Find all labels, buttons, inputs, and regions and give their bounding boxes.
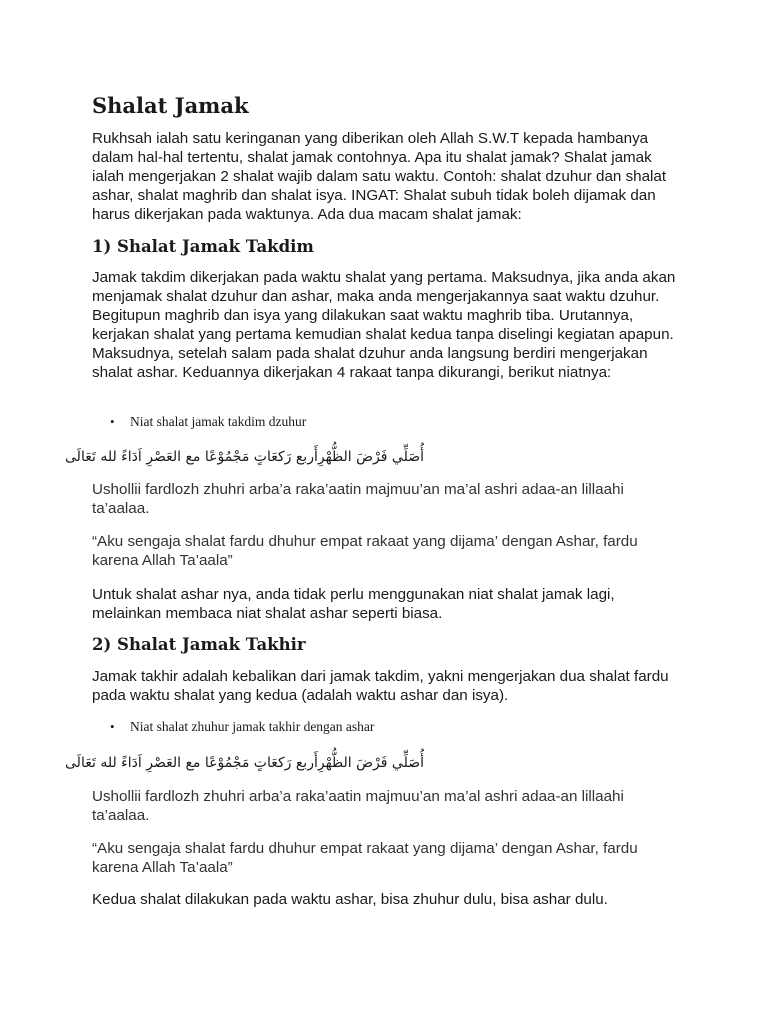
takhir-arabic-niat: أُصَلِّي فَرْضَ الظُّهْرِأَربع رَكعَاتٍ مَجْمُوْعًا مع العَصْرِ اَدَاءً لله تَعَالَى xyxy=(65,755,424,771)
takhir-closing: Kedua shalat dilakukan pada waktu ashar, bisa zhuhur dulu, bisa ashar dulu. xyxy=(92,891,608,908)
takhir-bullet-item xyxy=(92,718,652,736)
takhir-translation: “Aku sengaja shalat fardu dhuhur empat rakaat yang dijama’ dengan Ashar, fardu karena Allah Ta’aala” xyxy=(92,840,638,876)
takdim-bullet-item xyxy=(92,413,652,431)
takdim-bullet-text: Niat shalat jamak takdim dzuhur xyxy=(130,414,307,429)
takdim-transliteration: Ushollii fardlozh zhuhri arba’a raka’aatin majmuu’an ma’al ashri adaa-an lillaahi ta’aalaa. xyxy=(92,481,624,517)
takdim-note: Untuk shalat ashar nya, anda tidak perlu menggunakan niat shalat jamak lagi, melainkan membaca niat shalat ashar seperti biasa. xyxy=(92,586,615,622)
bullet-icon: • xyxy=(110,414,115,429)
takhir-body: Jamak takhir adalah kebalikan dari jamak takdim, yakni mengerjakan dua shalat fardu pada waktu shalat yang kedua (adalah waktu ashar dan isya). xyxy=(92,668,669,704)
takhir-bullet-text: Niat shalat zhuhur jamak takhir dengan ashar xyxy=(130,719,375,734)
takdim-body: Jamak takdim dikerjakan pada waktu shalat yang pertama. Maksudnya, jika anda akan menjamak shalat dzuhur dan ashar, maka anda mengerjakannya saat waktu dzuhur. Begitupun maghrib dan isya yang dilakukan saat waktu maghrib tiba. Urutannya, kerjakan shalat yang pertama kemudian shalat kedua tanpa diselingi kegiatan apapun. Maksudnya, setelah salam pada shalat dzuhur anda langsung berdiri mengerjakan shalat ashar. Keduannya dikerjakan 4 rakaat tanpa dikurangi, berikut niatnya: xyxy=(92,269,676,381)
section-heading-takhir: 2) Shalat Jamak Takhir xyxy=(92,635,306,654)
intro-paragraph: Rukhsah ialah satu keringanan yang diberikan oleh Allah S.W.T kepada hambanya dalam hal-hal tertentu, shalat jamak contohnya. Apa itu shalat jamak? Shalat jamak ialah mengerjakan 2 shalat wajib dalam satu waktu. Contoh: shalat dzuhur dan shalat ashar, shalat maghrib dan shalat isya. INGAT: Shalat subuh tidak boleh dijamak dan harus dikerjakan pada waktunya. Ada dua macam shalat jamak: xyxy=(92,130,667,223)
section-heading-takdim: 1) Shalat Jamak Takdim xyxy=(92,237,314,256)
takdim-arabic-niat: أُصَلِّي فَرْضَ الظُّهْرِأَربع رَكعَاتٍ مَجْمُوْعًا مع العَصْرِ اَدَاءً لله تَعَالَى xyxy=(65,449,424,465)
page-title: Shalat Jamak xyxy=(92,93,249,118)
bullet-icon: • xyxy=(110,719,115,734)
takdim-translation: “Aku sengaja shalat fardu dhuhur empat rakaat yang dijama’ dengan Ashar, fardu karena Allah Ta’aala” xyxy=(92,533,638,569)
takhir-transliteration: Ushollii fardlozh zhuhri arba’a raka’aatin majmuu’an ma’al ashri adaa-an lillaahi ta’aalaa. xyxy=(92,788,624,824)
